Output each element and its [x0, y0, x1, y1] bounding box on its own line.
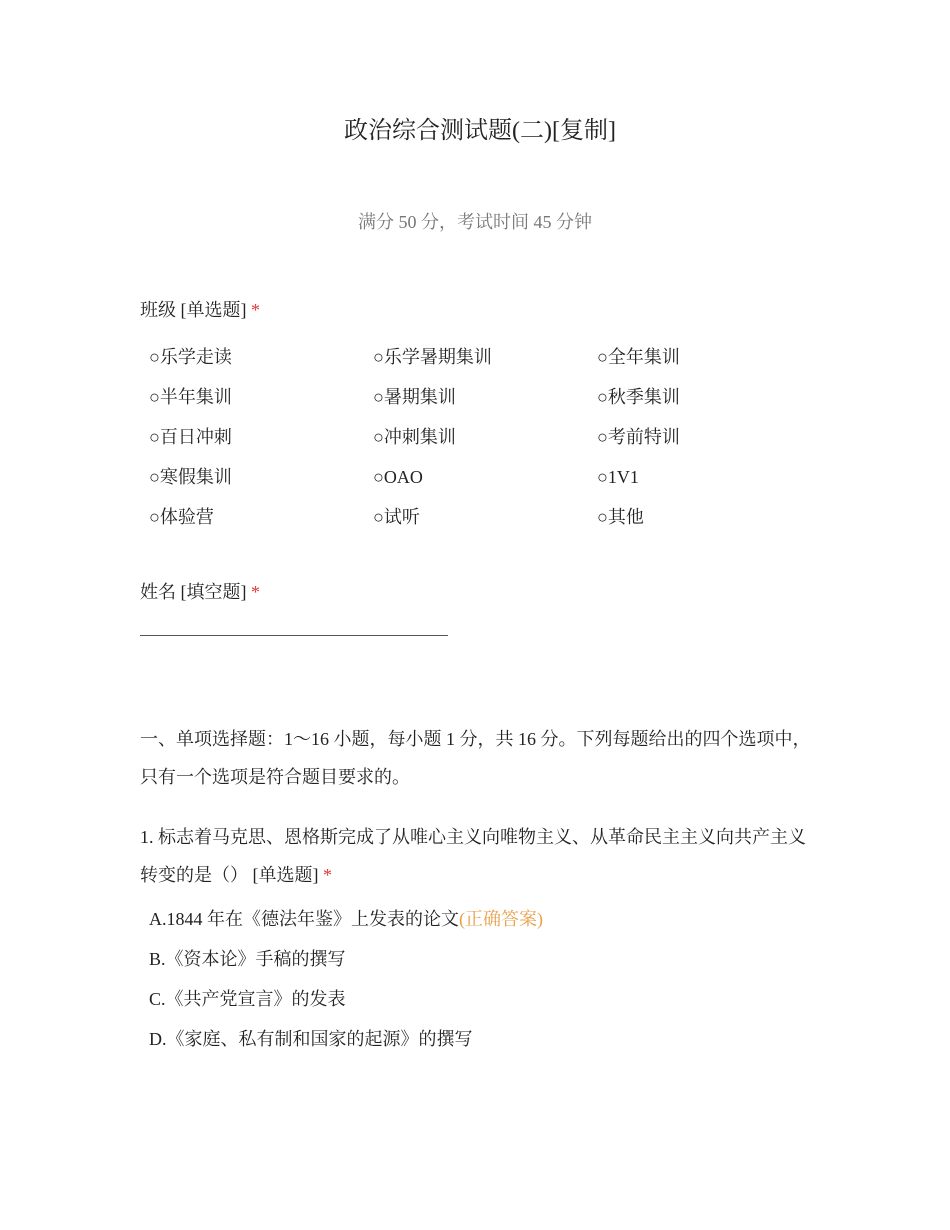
name-question-text: 姓名 [填空题]	[140, 582, 247, 602]
option-d-text: D.《家庭、私有制和国家的起源》的撰写	[149, 1029, 473, 1049]
class-option-其他[interactable]: ○其他	[597, 507, 644, 527]
page-title: 政治综合测试题(二)[复制]	[344, 118, 616, 144]
option-b-text: B.《资本论》手稿的撰写	[149, 949, 346, 969]
required-star: *	[323, 865, 332, 885]
option-c-text: C.《共产党宣言》的发表	[149, 989, 346, 1009]
question-1-options	[149, 905, 543, 1065]
required-star: *	[251, 300, 260, 320]
class-option-试听[interactable]: ○试听	[373, 507, 420, 527]
class-option-考前特训[interactable]: ○考前特训	[597, 427, 680, 447]
class-option-体验营[interactable]: ○体验营	[149, 507, 214, 527]
class-option-1v1[interactable]: ○1V1	[597, 467, 639, 487]
class-option-百日冲刺[interactable]: ○百日冲刺	[149, 427, 232, 447]
class-option-全年集训[interactable]: ○全年集训	[597, 347, 680, 367]
question-1-option-b[interactable]	[149, 945, 543, 985]
option-a-text: A.1844 年在《德法年鉴》上发表的论文	[149, 909, 459, 929]
name-question-label	[140, 579, 260, 605]
class-question-text: 班级 [单选题]	[140, 300, 247, 320]
class-option-半年集训[interactable]: ○半年集训	[149, 387, 232, 407]
page-subtitle: 满分 50 分，考试时间 45 分钟	[358, 212, 592, 232]
class-option-oao[interactable]: ○OAO	[373, 467, 423, 487]
question-1-stem: 1. 标志着马克思、恩格斯完成了从唯心主义向唯物主义、从革命民主主义向共产主义转变的是（） [单选题]	[140, 827, 806, 885]
class-question-label	[140, 297, 260, 323]
question-1-option-c[interactable]	[149, 985, 543, 1025]
required-star: *	[251, 582, 260, 602]
class-option-暑期集训[interactable]: ○暑期集训	[373, 387, 456, 407]
section-heading: 一、单项选择题：1～16 小题，每小题 1 分，共 16 分。下列每题给出的四个选项中，只有一个选项是符合题目要求的。	[140, 729, 811, 787]
class-option-秋季集训[interactable]: ○秋季集训	[597, 387, 680, 407]
class-option-乐学走读[interactable]: ○乐学走读	[149, 347, 232, 367]
question-1-option-a[interactable]	[149, 905, 543, 945]
question-1-option-d[interactable]	[149, 1025, 543, 1065]
name-fill-blank[interactable]	[140, 635, 448, 636]
correct-answer-tag: (正确答案)	[459, 909, 543, 929]
class-option-冲刺集训[interactable]: ○冲刺集训	[373, 427, 456, 447]
class-option-寒假集训[interactable]: ○寒假集训	[149, 467, 232, 487]
class-option-乐学暑期集训[interactable]: ○乐学暑期集训	[373, 347, 492, 367]
question-1-text	[140, 818, 820, 894]
class-options-grid	[149, 343, 829, 543]
